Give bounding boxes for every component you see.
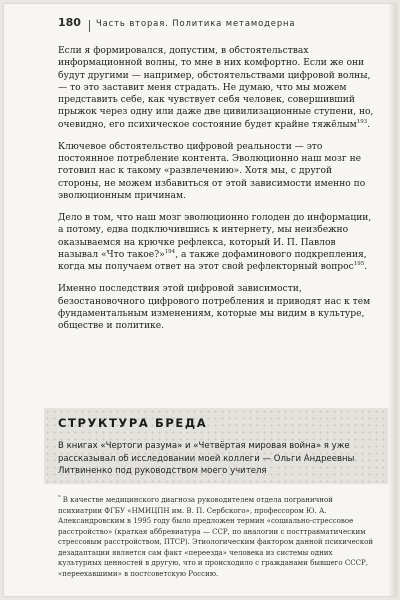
endnote-ref: 193 xyxy=(356,118,368,125)
header-divider xyxy=(89,20,90,32)
section-box xyxy=(44,408,396,484)
book-page xyxy=(4,4,396,596)
footnote-text: В качестве медицинского диагноза руководителем отдела пограничной психиатрии ФГБУ «НМИЦПН им. В. П. Сербского», профессором Ю. А. Александровским в 1995 году было предложен термин «социально-стрессовое расстройство» (краткая аббревиатура — ССР, по аналогии с посттравматическим стрессовым расстройством, ПТСР). Этиологическим фактором данной психической дезадаптации является сам факт «переезда» человека из системы одних культурных ценностей в другую, что и происходило с гражданами бывшего СССР, «переехавшими» в постсоветскую Россию. xyxy=(58,495,374,578)
section-title: СТРУКТУРА БРЕДА xyxy=(58,416,208,430)
page-number: 180 xyxy=(58,16,81,29)
paragraph-2: Ключевое обстоятельство цифровой реальности — это постоянное потребление контента. Эволюционно наш мозг не готовил нас к такому «развлечению». Хотя мы, с другой стороны, не можем избавиться от этой зависимости именно по эволюционным причинам. xyxy=(58,141,366,201)
page-header xyxy=(58,16,386,36)
page-edge-shadow xyxy=(388,4,396,596)
footnote xyxy=(58,495,378,579)
endnote-ref: 195 xyxy=(353,260,365,267)
running-title: Часть вторая. Политика метамодерна xyxy=(95,18,296,28)
paragraph-3: Дело в том, что наш мозг эволюционно голоден до информации, а потому, едва подключившись к интернету, мы неизбежно оказываемся на крючке рефлекса, который И. П. Павлов называл «Что такое?»$^{194}$, а также дофаминового подкрепления, когда мы получаем ответ на этот свой рефлекторный вопрос$^{195}$. xyxy=(58,213,372,272)
endnote-ref: 194 xyxy=(164,248,176,255)
paragraph-1: Если я формировался, допустим, в обстоятельствах информационной волны, то мне в них комфортно. Если же они будут другими — например, обстоятельствами цифровой волны, — то это заставит меня страдать. Не думаю, что мы можем представить себе, как чувствует себя человек, совершивший прыжок через одну или даже две цивилизационные ступени, но, очевидно, его психическое состояние будет крайне тяжёлым$^{193}$. xyxy=(58,46,374,130)
main-text xyxy=(58,45,376,342)
paragraph-4: Именно последствия этой цифровой зависимости, безостановочного цифрового потребления и приводят нас к тем фундаментальным изменениям, которые мы видим в культуре, обществе и политике. xyxy=(58,284,371,331)
section-text: В книгах «Чертоги разума» и «Четвёртая мировая война» я уже рассказывал об исследовании моей коллеги — Ольги Андреевны Литвиненко под руководством моего учителя xyxy=(58,441,355,477)
footnote-marker: * xyxy=(58,494,61,501)
